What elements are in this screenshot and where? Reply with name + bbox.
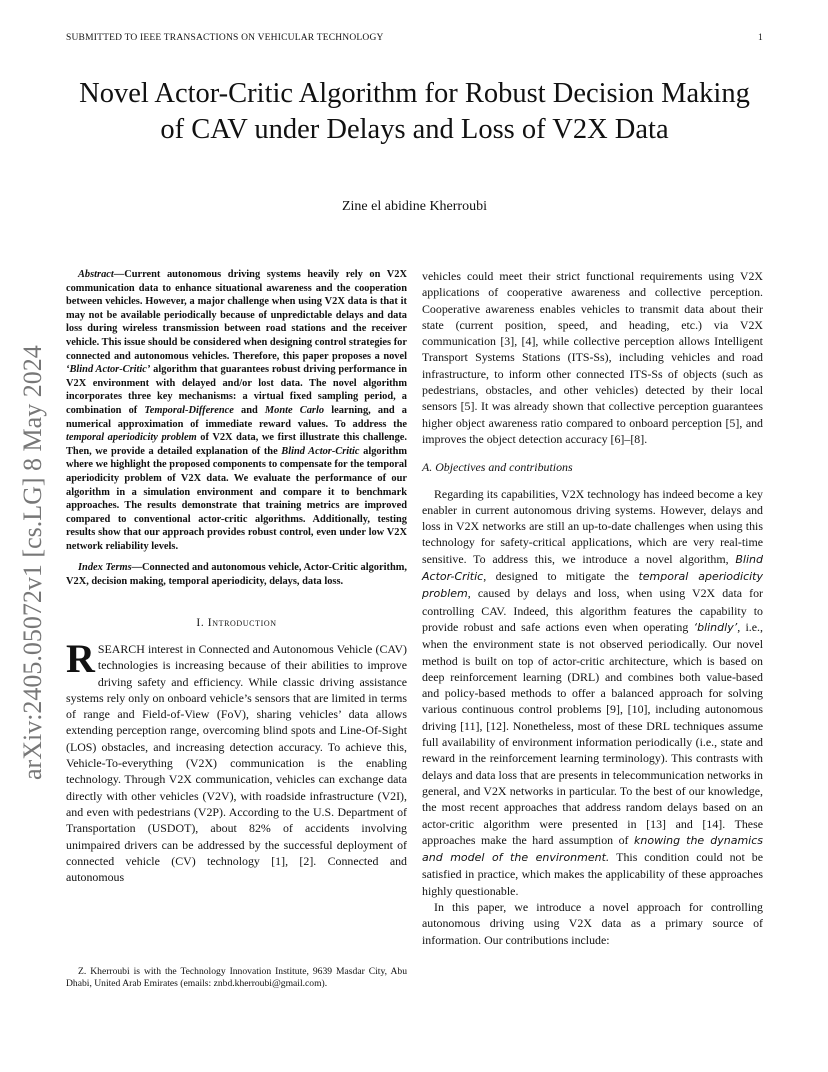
drop-cap: R: [66, 635, 95, 681]
index-terms: Index Terms—Connected and autonomous vehicle, Actor-Critic algorithm, V2X, decision making, temporal aperiodicity, delays, data loss.: [66, 562, 407, 588]
section-title: Introduction: [207, 616, 277, 629]
left-column: [66, 268, 407, 885]
abstract-emph: temporal aperiodicity problem: [66, 432, 197, 444]
subsection-heading: A. Objectives and contributions: [422, 460, 573, 475]
paragraph-text: This condition could not be satisfied in practice, which makes the applicability of these approaches highly questionable.: [422, 850, 763, 898]
running-header: [66, 33, 763, 43]
abstract-text: algorithm that guarantees robust driving performance in V2X environment with delayed and/or lost data. The novel algorithm incorporates three key mechanisms: a virtual fixed sampling period, a combination of: [66, 364, 408, 416]
paper-title: Novel Actor-Critic Algorithm for Robust Decision Making of CAV under Delays and Loss of V2X Data: [79, 78, 750, 145]
index-terms-text: Connected and autonomous vehicle, Actor-Critic algorithm, V2X, decision making, temporal aperiodicity, delays, data loss.: [66, 562, 407, 588]
running-title: SUBMITTED TO IEEE TRANSACTIONS ON VEHICULAR TECHNOLOGY: [66, 33, 384, 43]
paragraph-text: Regarding its capabilities, V2X technology has indeed become a key enabler in current autonomous driving systems. However, delays and loss in V2X networks are still an up-to-date challenges when using this technology for safety-critical applications, which are very real-time sensitive. To address this, we introduce a novel algorithm,: [422, 486, 763, 566]
abstract-emph: Monte Carlo: [264, 404, 325, 416]
paragraph: vehicles could meet their strict functional requirements using V2X applications of cooperative awareness and collective perception. Cooperative awareness enables vehicles to transmit data about their state (current position, speed, and heading, etc.) via V2X communication [3], [4], while collective perception allows Intelligent Transport Systems Stations (ITS-Ss), including vehicles and road infrastructure, to inform other connected ITS-Ss of objects (such as pedestrians, obstacles, and other vehicles) detected by their local sensors [5]. It was already shown that collective perception guarantees higher object awareness ratio compared to onboard perception [5], and improves the object detection accuracy [6]–[8].: [422, 269, 763, 446]
paragraph-text: , designed to mitigate the: [483, 569, 639, 584]
intro-text: SEARCH interest in Connected and Autonomous Vehicle (CAV) technologies is increasing because of their abilities to improve driving safety and efficiency. While classic driving assistance systems rely only on onboard vehicle’s sensors that are limited in terms of range and Field-of-View (FoV), sharing vehicles’ data allows extending perception range, overcoming blind spots and Line-Of-Sight (LOS) obstacles, and increasing detection accuracy. To achieve this, Vehicle-To-everything (V2X) communication is the enabling technology. Through V2X communication, vehicles can exchange data directly with other vehicles (V2V), with roadside infrastructure (V2I), and even with pedestrians (V2P). According to the U.S. Department of Transportation (USDOT), about 82% of accidents involving unimpaired drivers can be addressed by the successful deployment of connected vehicle (CV) technology [1], [2]. Connected and autonomous: [66, 641, 407, 885]
abstract: Abstract—Current autonomous driving systems heavily rely on V2X communication data to enhance situational awareness and the cooperation between vehicles. However, a major challenge when using V2X data is that it may not be available periodically because of unpredictable delays and data loss during wireless transmission between road stations and the receiver vehicle. This issue should be considered when designing control strategies for connected and autonomous vehicles. Therefore, this paper proposes a novel ‘Blind Actor-Critic’ algorithm that guarantees robust driving performance in V2X environment with delayed and/or lost data. The novel algorithm incorporates three key mechanisms: a virtual fixed sampling period, a combination of Temporal-Difference and Monte Carlo learning, and a numerical approximation of immediate reward values. To address the temporal aperiodicity problem of V2X data, we first illustrate this challenge. Then, we provide a detailed explanation of the Blind Actor-Critic algorithm where we highlight the proposed components to compensate for the temporal aperiodicity problem of V2X data. We evaluate the performance of our algorithm in a simulation environment and compare it to benchmark approaches. The results demonstrate that training metrics are improved compared to conventional actor-critic algorithms. Additionally, testing results show that our approach provides robust control, even under low V2X network reliability levels.: [66, 269, 408, 552]
abstract-emph: Temporal-Difference: [144, 404, 234, 416]
emphasis: ‘blindly’: [693, 620, 738, 634]
author-name: Zine el abidine Kherroubi: [341, 199, 487, 214]
abstract-text: Current autonomous driving systems heavily rely on V2X communication data to enhance situational awareness and the cooperation between vehicles. However, a major challenge when using V2X data is that it may not be available periodically because of unpredictable delays and data loss during wireless transmission between road stations and the receiver vehicle. This issue should be considered when designing control strategies for connected and autonomous vehicles. Therefore, this paper proposes a novel: [66, 269, 407, 362]
arxiv-stamp: arXiv:2405.05072v1 [cs.LG] 8 May 2024: [18, 345, 47, 780]
emphasis: knowing the dynamics and model of the environment.: [422, 833, 763, 865]
page-number: 1: [758, 33, 763, 43]
abstract-emph: ‘Blind Actor-Critic’: [66, 364, 151, 376]
footnote: Z. Kherroubi is with the Technology Innovation Institute, 9639 Masdar City, Abu Dhabi, United Arab Emirates (emails: znbd.kherroubi@gmail.com).: [66, 966, 407, 990]
emphasis: temporal aperiodicity problem: [422, 570, 764, 601]
section-number: I.: [196, 616, 205, 629]
index-terms-label: Index Terms: [78, 562, 132, 574]
abstract-text: and: [233, 404, 265, 416]
right-column: [422, 268, 763, 948]
abstract-label: Abstract: [78, 269, 114, 280]
paragraph-text: , caused by delays and loss, when using V2X data for controlling CAV. Indeed, this algorithm features the capability to provide robust and safe actions even when operating: [422, 586, 763, 634]
intro-paragraph: [66, 635, 407, 885]
paragraph: In this paper, we introduce a novel approach for controlling autonomous driving using V2X data as a primary source of information. Our contributions include:: [422, 899, 763, 947]
abstract-text: learning, and a numerical approximation of immediate reward values. To address the: [66, 404, 407, 430]
abstract-emph: Blind Actor-Critic: [281, 445, 360, 457]
emphasis: Blind Actor-Critic: [422, 552, 763, 584]
abstract-text: of V2X data, we first illustrate this challenge. Then, we provide a detailed explanation of the: [66, 432, 407, 457]
abstract-text: algorithm where we highlight the proposed components to compensate for the temporal aperiodicity problem of V2X data. We evaluate the performance of our algorithm in a simulation environment and compare it to benchmark approaches. The results demonstrate that training metrics are improved compared to conventional actor-critic algorithms. Additionally, testing results show that our approach provides robust control, even under low V2X network reliability levels.: [66, 445, 408, 552]
section-heading: [66, 615, 407, 631]
paragraph-text: , i.e., when the environment state is not observed periodically. Our novel method is built on top of actor-critic architecture, which is based on deep reinforcement learning (DRL) and combines both value-based and policy-based methods to offer a balanced approach for solving various continuous control problems [9], [10], including autonomous driving [11], [12]. Nonetheless, most of these DRL techniques assume full availability of environment information periodically (i.e., state and reward in the reinforcement learning terminology). This contrasts with delays and data loss that are presents in telecommunication networks in general, and V2X networks in particular. To the best of our knowledge, the most recent approaches that address random delays based on an actor-critic algorithm were presented in [13] and [14]. These approaches make the hard assumption of: [422, 619, 763, 847]
paragraph: [422, 486, 763, 899]
